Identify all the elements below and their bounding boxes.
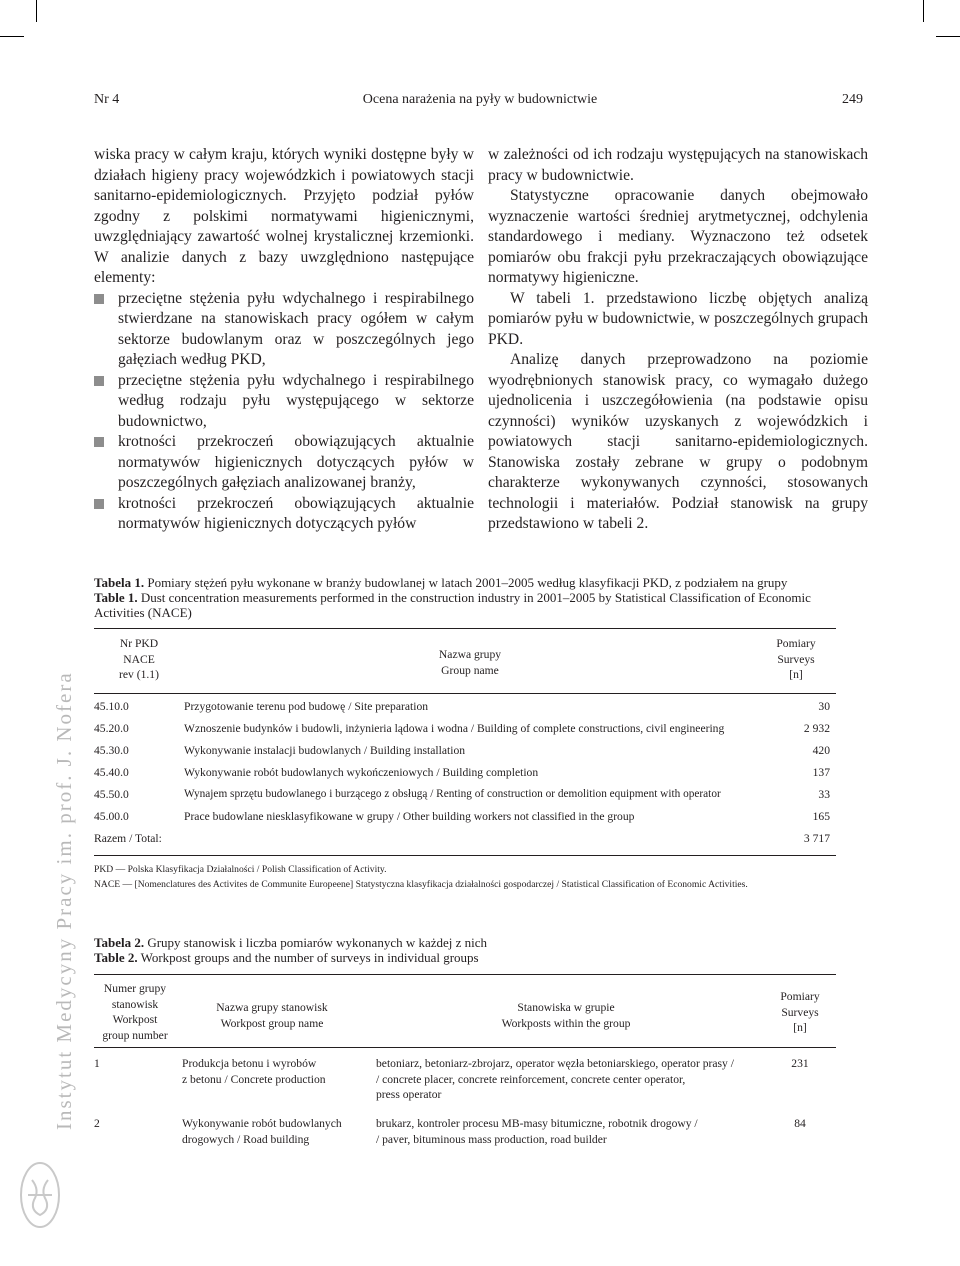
crop-mark (0, 36, 24, 37)
table-row: 45.30.0 Wykonywanie instalacji budowlanych / Building installation 420 (94, 744, 830, 757)
table-row: 1 Produkcja betonu i wyrobów z betonu / Concrete production betoniarz, betoniarz-zbrojarz, operator węzła betoniarskiego, operator prasy / / concrete placer, concrete reinforcement, concrete center operator, press operator 231 (94, 1057, 809, 1101)
square-bullet-icon (94, 376, 104, 386)
table-row: 45.20.0 Wznoszenie budynków i budowli, inżynieria lądowa i wodna / Building of complete constructions, civil engineering 2 932 (94, 722, 830, 735)
crop-mark (36, 0, 37, 22)
list-item: przeciętne stężenia pyłu wdychalnego i respirabilnego według rodzaju pyłu występującego w sektorze budownictwo, (94, 371, 474, 433)
table-row: 2 Wykonywanie robót budowlanych drogowych / Road building brukarz, kontroler procesu MB-masy bitumiczne, robotnik drogowy / / paver, bituminous mass production, road builder 84 (94, 1117, 806, 1146)
institute-sidebar-text: Instytut Medycyny Pracy im. prof. J. Nofera (52, 671, 76, 1130)
square-bullet-icon (94, 437, 104, 447)
table-rule (94, 974, 836, 975)
square-bullet-icon (94, 499, 104, 509)
table-row: 45.10.0 Przygotowanie terenu pod budowę / Site preparation 30 (94, 700, 830, 713)
table2-caption: Tabela 2. Grupy stanowisk i liczba pomiarów wykonanych w każdej z nich Table 2. Workpost groups and the number of surveys in individual groups (94, 935, 488, 965)
table1-caption: Tabela 1. Pomiary stężeń pyłu wykonane w branży budowlanej w latach 2001–2005 według klasyfikacji PKD, z podziałem na grupy Table 1. Dust concentration measurements performed in the construction industry in 2001–2005 by Statistical Classification of Economic Activities (NACE) (94, 575, 811, 620)
list-item: przeciętne stężenia pyłu wdychalnego i respirabilnego stwierdzane na stanowiskach pracy ogółem w całym sektorze budowlanym oraz w poszczególnych jego gałęziach według PKD, (94, 289, 474, 371)
table-rule (94, 693, 836, 694)
page-number: 249 (842, 92, 863, 107)
column-header-group-name: Nazwa grupy stanowisk Workpost group name (216, 1001, 328, 1030)
square-bullet-icon (94, 294, 104, 304)
crop-mark (936, 36, 960, 37)
crop-mark (923, 0, 924, 22)
paragraph: w zależności od ich rodzaju występujących na stanowiskach pracy w budownictwie. (488, 146, 868, 184)
left-column (94, 145, 474, 535)
bullet-list (94, 289, 474, 535)
column-header-surveys: Pomiary Surveys [n] (780, 990, 820, 1034)
column-header-name: Nazwa grupy Group name (438, 648, 502, 677)
table-row: 45.50.0 Wynajem sprzętu budowlanego i burzącego z obsługą / Renting of construction or demolition equipment with operator 33 (94, 788, 830, 801)
paragraph: wiska pracy w całym kraju, których wyniki dostępne były w działach higieny pracy wojewódzkich i powiatowych stacji sanitarno-epidemiologicznych. Przyjęto podział pyłów zgodny z polskimi normatywami higienicznymi, uwzględniający zawartość wolnej krystalicznej krzemionki. W analizie danych z bazy uwzględniono następujące elementy: (94, 146, 474, 286)
paragraph: Analizę danych przeprowadzono na poziomie wyodrębnionych stanowisk pracy, co wymagało dużego ujednolicenia i uszczegółowienia (na podstawie opisu czynności) wyników uzyskanych z wojewódzkich i powiatowych stacji sanitarno-epidemiologicznych. Stanowiska zostały zebrane w grupy o podobnym charakterze wykonywanych czynności, stosowanych technologii i materiałów. Podział stanowisk na grupy przedstawiono w tabeli 2. (488, 351, 868, 532)
table-rule (94, 855, 836, 856)
column-header-code: Nr PKD NACE rev (1.1) (119, 637, 159, 681)
column-header-surveys: Pomiary Surveys [n] (776, 637, 816, 681)
header-running-title: Ocena narażenia na pyły w budownictwie (362, 92, 598, 107)
table-total-row: Razem / Total: 3 717 (94, 832, 830, 845)
table-rule (94, 628, 836, 629)
right-column (488, 145, 868, 535)
header-journal-number: Nr 4 (94, 92, 120, 107)
table-rule (94, 1047, 836, 1048)
table2-header (94, 981, 836, 1043)
list-item: krotności przekroczeń obowiązujących aktualnie normatywów higienicznych dotyczących pyłów w poszczególnych gałęziach analizowanej branży, (94, 432, 474, 494)
table1-body (94, 700, 836, 854)
list-item: krotności przekroczeń obowiązujących aktualnie normatywów higienicznych dotyczących pyłów (94, 494, 474, 535)
column-header-group-number: Numer grupy stanowisk Workpost group number (102, 982, 168, 1042)
table1-header (94, 636, 836, 683)
paragraph: Statystyczne opracowanie danych obejmowało wyznaczenie wartości średniej arytmetycznej, odchylenia standardowego i mediany. Wyznaczono też odsetek pomiarów obu frakcji pyłu przekraczających obowiązujące normatywy higieniczne. (488, 187, 868, 286)
table2-body (94, 1056, 836, 1147)
table-row: 45.00.0 Prace budowlane niesklasyfikowane w grupy / Other building workers not classified in the group 165 (94, 810, 830, 823)
table-row: 45.40.0 Wykonywanie robót budowlanych wykończeniowych / Building completion 137 (94, 766, 830, 779)
paragraph: W tabeli 1. przedstawiono liczbę objętych analizą pomiarów pyłu w budownictwie, w poszczególnych grupach PKD. (488, 289, 868, 348)
column-header-workposts: Stanowiska w grupie Workposts within the group (501, 1001, 631, 1030)
institute-logo-icon (18, 1160, 62, 1230)
table1-notes: PKD — Polska Klasyfikacja Działalności / Polish Classification of Activity. NACE — [Nomenclatures des Activites de Communite Europeene] Statystyczna klasyfikacja działalności gospodarczej / Statistical Classification of Economic Activities. (94, 864, 748, 890)
